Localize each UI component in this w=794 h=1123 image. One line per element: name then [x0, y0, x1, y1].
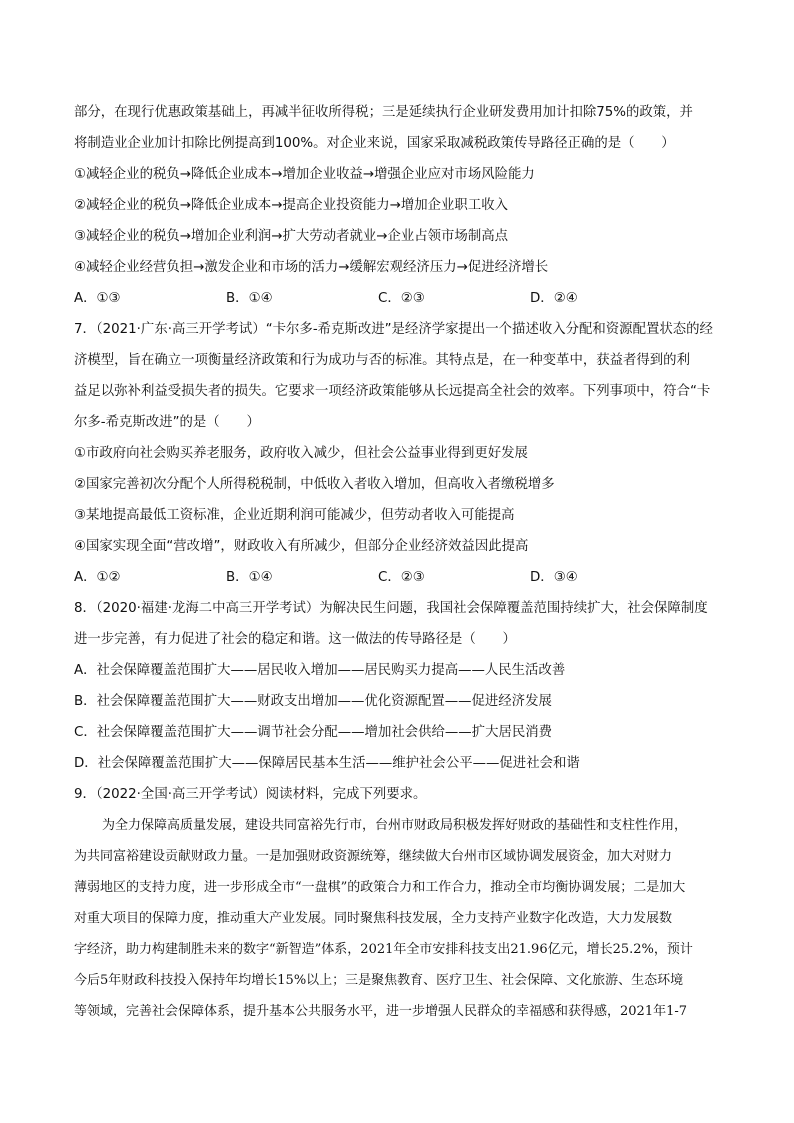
material-line: 等领域，完善社会保障体系，提升基本公共服务水平，进一步增强人民群众的幸福感和获得感，2021年1-7	[74, 1004, 688, 1019]
question-stem-line: 将制造业企业加计扣除比例提高到100%。对企业来说，国家采取减税政策传导路径正确的是（ ）	[74, 136, 675, 151]
question-stem-line: 济模型，旨在确立一项衡量经济政策和行为成功与否的标准。其特点是，在一种变革中，获益者得到的利	[74, 353, 690, 368]
question-stem-line: 尔多-希克斯改进”的是（ ）	[74, 415, 260, 430]
option-b: B．①④	[226, 291, 273, 306]
material-line: 对重大项目的保障力度，推动重大产业发展。同时聚焦科技发展，全力支持产业数字化改造，大力发展数	[74, 911, 673, 926]
material-line: 今后5年财政科技投入保持年均增长15%以上；三是聚焦教育、医疗卫生、社会保障、文化旅游、生态环境	[74, 973, 684, 988]
option-b: B．①④	[226, 570, 273, 585]
material-line: 薄弱地区的支持力度，进一步形成全市“一盘棋”的政策合力和工作合力，推动全市均衡协调发展；二是加大	[74, 880, 686, 895]
question-7	[74, 314, 724, 593]
option-a: A．社会保障覆盖范围扩大——居民收入增加——居民购买力提高——人民生活改善	[74, 663, 566, 678]
option-c: C．②③	[378, 570, 425, 585]
question-6	[74, 97, 724, 314]
answer-options	[74, 562, 724, 593]
option-a: A．①③	[74, 291, 121, 306]
material-line: 为共同富裕建设贡献财政力量。一是加强财政资源统筹，继续做大台州市区域协调发展资金，加大对财力	[74, 849, 673, 864]
question-stem-line: 进一步完善，有力促进了社会的稳定和谐。这一做法的传导路径是（ ）	[74, 632, 516, 647]
question-stem-line: 部分，在现行优惠政策基础上，再减半征收所得税；三是延续执行企业研发费用加计扣除75%的政策，并	[74, 105, 693, 120]
option-d: D．社会保障覆盖范围扩大——保障居民基本生活——维护社会公平——促进社会和谐	[74, 756, 580, 771]
statement-item: ④国家实现全面“营改增”，财政收入有所减少，但部分企业经济效益因此提高	[74, 539, 529, 554]
option-d: D．③④	[530, 570, 578, 585]
answer-options	[74, 283, 724, 314]
statement-item: ④减轻企业经营负担→激发企业和市场的活力→缓解宏观经济压力→促进经济增长	[74, 260, 549, 275]
statement-item: ①减轻企业的税负→降低企业成本→增加企业收益→增强企业应对市场风险能力	[74, 167, 535, 182]
statement-item: ②国家完善初次分配个人所得税税制，中低收入者收入增加，但高收入者缴税增多	[74, 477, 555, 492]
material-line: 为全力保障高质量发展，建设共同富裕先行市，台州市财政局积极发挥好财政的基础性和支柱性作用，	[102, 818, 688, 833]
question-stem-line: 9．（2022·全国·高三开学考试）阅读材料，完成下列要求。	[74, 787, 427, 802]
page-content	[74, 97, 724, 1027]
question-stem-line: 8．（2020·福建·龙海二中高三开学考试）为解决民生问题，我国社会保障覆盖范围持续扩大，社会保障制度	[74, 601, 708, 616]
statement-item: ②减轻企业的税负→降低企业成本→提高企业投资能力→增加企业职工收入	[74, 198, 508, 213]
material-line: 字经济，助力构建制胜未来的数字“新智造”体系，2021年全市安排科技支出21.96亿元，增长25.2%，预计	[74, 942, 693, 957]
question-9	[74, 779, 724, 1027]
option-c: C．②③	[378, 291, 425, 306]
question-stem-line: 7．（2021·广东·高三开学考试）“卡尔多-希克斯改进”是经济学家提出一个描述收入分配和资源配置状态的经	[74, 322, 713, 337]
option-b: B．社会保障覆盖范围扩大——财政支出增加——优化资源配置——促进经济发展	[74, 694, 552, 709]
question-8	[74, 593, 724, 779]
option-c: C．社会保障覆盖范围扩大——调节社会分配——增加社会供给——扩大居民消费	[74, 725, 553, 740]
statement-item: ①市政府向社会购买养老服务，政府收入减少，但社会公益事业得到更好发展	[74, 446, 528, 461]
statement-item: ③某地提高最低工资标准，企业近期利润可能减少，但劳动者收入可能提高	[74, 508, 515, 523]
statement-item: ③减轻企业的税负→增加企业利润→扩大劳动者就业→企业占领市场制高点	[74, 229, 508, 244]
option-d: D．②④	[530, 291, 578, 306]
option-a: A．①②	[74, 570, 121, 585]
question-stem-line: 益足以弥补利益受损失者的损失。它要求一项经济政策能够从长远提高全社会的效率。下列事项中，符合“卡	[74, 384, 711, 399]
